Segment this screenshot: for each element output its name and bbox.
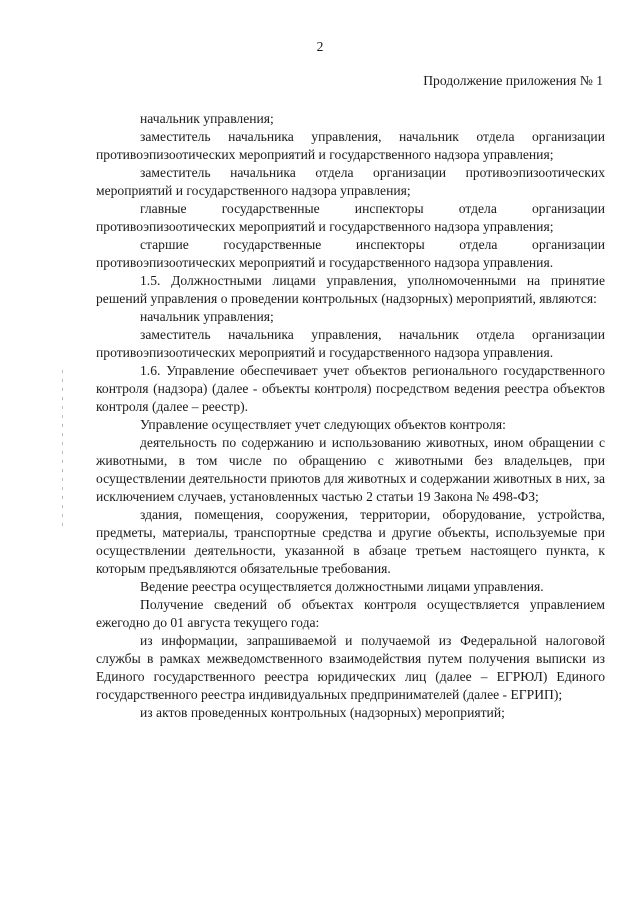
paragraph: деятельность по содержанию и использованию животных, ином обращении с животными, в том числе по обращению с животными без владельцев, при осуществлении деятельности приютов для животных и содержании животных в них, за исключением случаев, установленных частью 2 статьи 19 Закона № 498-ФЗ; (96, 435, 605, 504)
paragraph: заместитель начальника управления, начальник отдела организации противоэпизоотических мероприятий и государственного надзора управления; (96, 129, 605, 162)
paragraph: здания, помещения, сооружения, территории, оборудование, устройства, предметы, материалы, транспортные средства и другие объекты, используемые при осуществлении деятельности, указанной в абзаце третьем настоящего пункта, к которым предъявляются обязательные требования. (96, 507, 605, 576)
page-number: 2 (316, 39, 324, 54)
paragraph: заместитель начальника управления, начальник отдела организации противоэпизоотических мероприятий и государственного надзора управления. (96, 327, 605, 360)
paragraph: из актов проведенных контрольных (надзорных) мероприятий; (140, 705, 505, 720)
paragraph: Управление осуществляет учет следующих объектов контроля: (140, 417, 506, 432)
document-body (96, 110, 605, 722)
paragraph: 1.5. Должностными лицами управления, уполномоченными на принятие решений управления о проведении контрольных (надзорных) мероприятий, являются: (96, 273, 605, 306)
paragraph: старшие государственные инспекторы отдела организации противоэпизоотических мероприятий и государственного надзора управления. (96, 237, 605, 270)
scan-edge-mark (62, 370, 63, 530)
paragraph: начальник управления; (140, 309, 274, 324)
appendix-continuation-header: Продолжение приложения № 1 (423, 73, 603, 88)
paragraph: заместитель начальника отдела организации противоэпизоотических мероприятий и государственного надзора управления; (96, 165, 605, 198)
paragraph: Получение сведений об объектах контроля осуществляется управлением ежегодно до 01 августа текущего года: (96, 597, 605, 630)
paragraph: главные государственные инспекторы отдела организации противоэпизоотических мероприятий и государственного надзора управления; (96, 201, 605, 234)
paragraph: начальник управления; (140, 111, 274, 126)
paragraph: из информации, запрашиваемой и получаемой из Федеральной налоговой службы в рамках межведомственного взаимодействия путем получения выписки из Единого государственного реестра юридических лиц (далее – ЕГРЮЛ) Единого государственного реестра индивидуальных предпринимателей (далее - ЕГРИП); (96, 633, 605, 702)
paragraph: 1.6. Управление обеспечивает учет объектов регионального государственного контроля (надзора) (далее - объекты контроля) посредством ведения реестра объектов контроля (далее – реестр). (96, 363, 605, 414)
paragraph: Ведение реестра осуществляется должностными лицами управления. (140, 579, 544, 594)
